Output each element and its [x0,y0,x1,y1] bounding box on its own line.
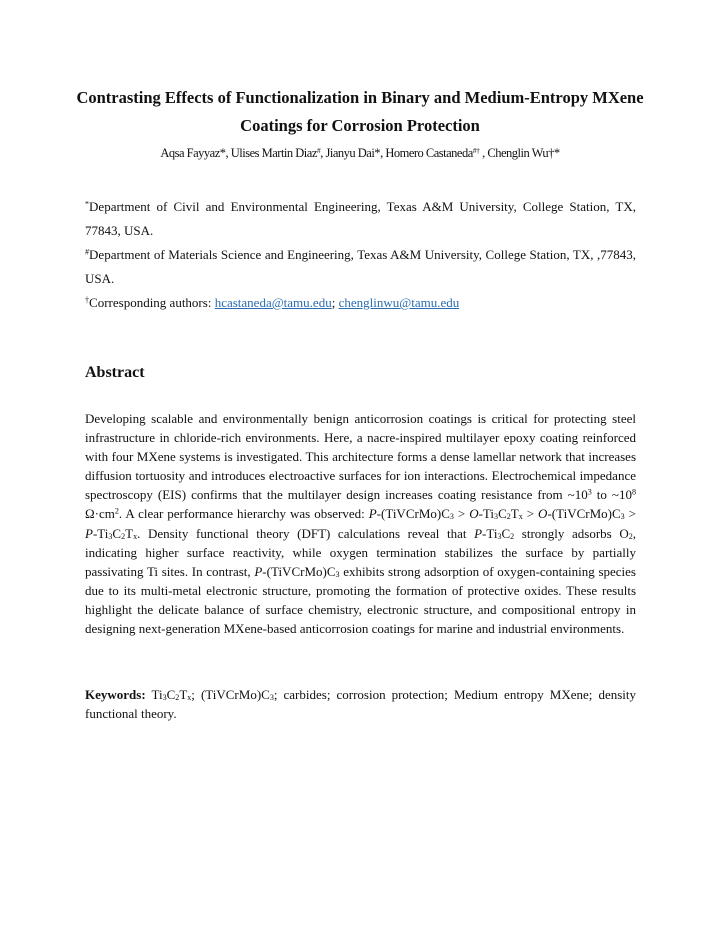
email-separator: ; [331,295,339,310]
affiliation-civil [85,195,636,243]
author-name: Homero Castaneda [385,146,473,160]
author-mark: # [316,145,321,155]
affiliation-mark: * [85,199,90,209]
paper-title: Contrasting Effects of Functionalization in Binary and Medium-Entropy MXene Coatings for Corrosion Protection [76,88,644,135]
author-name: Jianyu Dai* [325,146,381,160]
abstract-text: Developing scalable and environmentally benign anticorrosion coatings is critical for protecting steel infrastructure in chloride-rich environments. Here, a nacre-inspired multilayer epoxy coating reinforced with four MXene systems is investigated. This architecture forms a dense lamellar network that increases diffusion tortuosity and introduces electroactive surfaces for ion interactions. Electrochemical impedance spectroscopy (EIS) confirms that the multilayer design increases coating resistance from $\sim 10^3$ to $\sim 10^8$ $\Omega\cdot cm^2$. A clear performance hierarchy was observed: $P-(TiVCrMo)C_3 > O-Ti_3C_2T_x$ > $O-(TiVCrMo)C_3 > P-Ti_3C_2T_x$. Density functional theory (DFT) calculations reveal that $P-Ti_3C_2$ strongly adsorbs $O_2$, indicating higher surface reactivity, while oxygen termination stabilizes the surface by partially passivating Ti sites. In contrast, $P-(TiVCrMo)C_3$ exhibits strong adsorption of oxygen-containing species due to its multi-metal electronic structure, promoting the formation of protective oxides. These results highlight the delicate balance of surface chemistry, electronic structure, and compositional entropy in designing next-generation MXene-based anticorrosion coatings for marine and industrial environments. [85,411,637,637]
corresponding-mark: † [85,295,90,305]
author-name: Ulises Martin Diaz [230,146,317,160]
abstract-heading: Abstract [85,364,145,381]
email-link-wu[interactable]: chenglinwu@tamu.edu [338,295,460,310]
affiliation-materials [85,243,636,291]
keywords: Keywords: $Ti_3C_2T_x$; $(TiVCrMo)C_3$; carbides; corrosion protection; Medium entropy MXene; density functional theory. [85,687,636,722]
affiliation-text: Department of Materials Science and Engineering, Texas A&M University, College Station, TX, ,77843, USA. [85,247,636,286]
author-list: Aqsa Fayyaz*, Ulises Martin Diaz#, Jianyu Dai*, Homero Castaneda#† , Chenglin Wu†* [160,145,560,160]
author-name: Chenglin Wu†* [487,146,560,160]
corresponding-label: Corresponding authors: [89,295,215,310]
keywords-label: Keywords: [85,687,146,702]
affiliation-mark: # [85,247,90,257]
affiliation-text: Department of Civil and Environmental Engineering, Texas A&M University, College Station, TX, 77843, USA. [85,199,636,238]
corresponding-authors [85,291,636,315]
author-mark: #† [472,145,480,155]
email-link-castaneda[interactable]: hcastaneda@tamu.edu [214,295,332,310]
author-name: Aqsa Fayyaz* [160,146,226,160]
